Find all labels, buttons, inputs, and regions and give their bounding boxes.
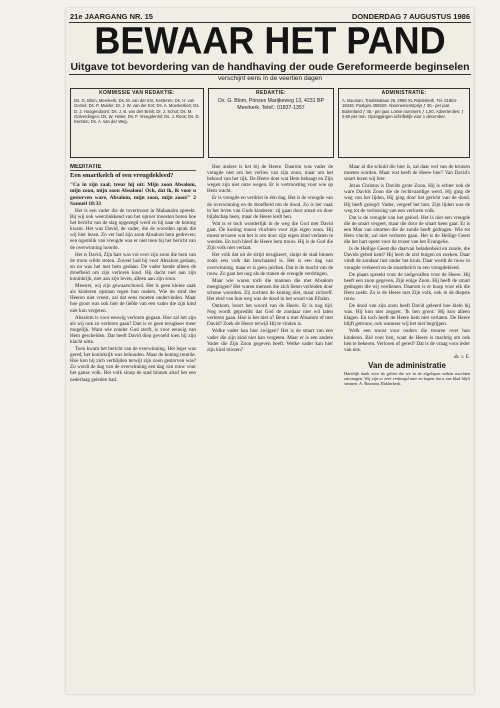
commissie-heading: KOMMISSIE VAN REDAKTIE: [99,90,175,96]
column-1 [70,164,196,670]
admin-text: A. Bouman, Troelstralaan 26, 2985 XL Ridderkerk. Tel. 01804-18346. Postgiro 455520. Abonnementsprijs ƒ 30,- per jaar. Buitenland ƒ 45,- per jaar. Losse nummers ƒ 1,50. Advertenties: ƒ 0,60 per mm. Opzeggingen schriftelijk voor 1 december. [342,98,464,119]
paragraph: Absalom is voor eeuwig verloren gegaan. Hoe zal het zijn als wij ook zo verloren gaan? Dan is er geen terugkeer meer mogelijk. Want wie zonder God sterft, is voor eeuwig van Hem gescheiden. Dat heeft David diep gevoeld toen hij zijn klacht uitte. [70,314,196,345]
paragraph: De dood van zijn zoon heeft David geleerd hoe klein hij was. Hij kon niet zeggen: 'Ik ben groot.' Hij kon alleen klagen. En toch heeft de Heere hem niet verlaten. De Heere blijft getrouw, ook wanneer wij het niet begrijpen. [344,303,470,328]
admin-box [338,88,470,158]
paragraph: Toen kwam het bericht van de overwinning. Het leger was gered, het koninkrijk was behouden. Maar de koning treurde. Hoe kon hij zich verblijden terwijl zijn zoon gestorven was? Zo wordt de dag van de overwinning een dag van rouw voor het ganse volk. Het volk sloop de stad binnen alsof het een nederlaag geleden had. [70,346,196,383]
redactie-box [208,88,334,158]
paragraph: Ontkom, hoort het woord van de Heere. Er is nog tijd. Nog wordt gepredikt dat God de zondaar niet wil laten verloren gaan. Hoe is het met u? Bent u met Absalom of met David? Zoek de Heere terwijl Hij te vinden is. [207,303,333,328]
paragraph: De plaats spreekt voor de zielgevallen voor de Heere. Hij heeft een zoon gegeven, Zijn enige Zoon. Hij heeft de smart gedragen die wij verdienen. Daarom is er hoop voor elk die Hem zoekt. Zo is de Heere met Zijn volk, ook in de diepste rouw. [344,271,470,302]
column-2 [207,164,333,670]
masthead-tagline: verschijnt eens in de veertien dagen [217,75,323,82]
paragraph: Is de Heilige Geest die daarvan beladenheid en zonde, die Davids gebed kent? Hij leert de ziel buigen en zoeken. Daar vindt de zondaar rust onder het kruis. Daar wordt de rouw in vreugde verkeerd en de smartkelch in een vreugdekleed. [344,246,470,271]
column-3 [344,164,470,670]
paragraph: Dat is de vreugde van het geloof. Het is niet een vreugde die de smart vergeet, maar die door de smart heen gaat. Er is een Man van smarten die de zonde heeft gedragen. Wie tot Hem vlucht, zal niet verloren gaan. Het is de Heilige Geest die het hart opent voor de troost van het Evangelie. [344,214,470,246]
section-label-meditatie: MEDITATIE [70,164,196,171]
paragraph: Welk een troost voor ouders die treuren over hun kinderen. Bid voor hen, want de Heere is machtig om ook hen te bekeren. Verloren of gered? Dat is de vraag voor ieder van ons. [344,328,470,353]
volume-number: 21e JAARGANG NR. 15 [70,12,153,21]
paragraph: Meester, wij zijn gewaarschuwd. Het is geen kleine zaak als kinderen opstaan tegen hun ouders. Wie de straf des Heeren niet vreest, zal dat eens moeten ondervinden. Maar hoe groot was ook hier de liefde van een vader die zijn kind niet kon vergeten. [70,283,196,314]
newspaper-page [66,8,474,694]
issue-date: DONDERDAG 7 AUGUSTUS 1986 [351,12,470,21]
paragraph: Welke vader kan hier zwijgen? Het is de smart van een vader die zijn kind niet kan vergeten. Maar er is een andere Vader die Zijn Zoon gegeven heeft. Welke vader kan hier zijn kind missen? [207,328,333,353]
paragraph: Hoe anders is het bij de Heere. Daarom was vader de vreugde niet om het verlies van zijn zoon, maar om het behoud van het rijk. De Heere doet wat Hem behaagt en Zijn wegen zijn niet onze wegen. Er is vertroosting voor wie op Hem wacht. [207,164,333,195]
paragraph: Wat is er toch wonderlijk in de weg die God met David gaat. De koning moest vluchten voor zijn eigen zoon. Hij moest ervaren wat het is om door zijn eigen kind verlaten te worden. En toch bleef de Heere hem trouw. Hij is de God die Zijn volk niet verlaat. [207,220,333,252]
redactie-heading: REDAKTIE: [256,90,286,96]
commissie-text: Ds. G. Blom, Meerkerk; Ds. M. van der Ent, Kesteren; Ds. H. van Gorsel; Ds. P. Mulder; Dr. J. W. van der Ent; Ds. A. Moerkerken; Ds. D. J. Hoogendoorn; Ds. J. B. van den Brink; Dr. J. Schot; Ds. M. Golverdingen; Ds. W. Hinke; Ds. F. Vreugdenhil; Ds. J. Roos; Ds. D. Kersten; Ds. A. van der Weg. [74,98,200,125]
article-title: Een smartkelch of een vreugdekleed? [70,172,174,180]
commissie-box [70,88,204,158]
author-signature: ds. v. E. [453,353,470,360]
masthead-title: BEWAAR HET PAND [94,18,446,62]
redactie-address: Ds. G. Blom, Prinses Marijkeweg 13, 4231 BP Meerkerk. Telef.: 01837-1357 [218,98,324,111]
masthead-subtitle: Uitgave tot bevordering van de handhaving der oude Gereformeerde beginselen [70,61,470,73]
paragraph: Jezus Christus is Davids grote Zoon. Hij is echter ook de ware Davids Zoon die de rechtvaardige werd. Hij ging de weg van het lijden, Hij ging door het gericht van de dood. Hij heeft gezegd: Vader, vergeef het hun. Zijn lijden was de weg tot de verlossing van een verloren volk. [344,183,470,214]
administratie-text: Hartelijk dank voor de giften die we in de afgelopen weken mochten ontvangen. Wij zijn er zeer verheugd mee en hopen dat u ons blad blijft steunen. A. Bouman, Ridderkerk. [344,371,470,387]
paragraph: Maar wie waren toch die mannen die met Absalom meegingen? Het waren mensen die zich lieten verleiden door schone woorden. Zij zochten de koning niet, maar zichzelf. Het eind van hun weg was de dood in het woud van Efraïm. [207,277,333,302]
scripture-quote: "Ca in zijn zaal; treur hij uit: Mijn zoon Absalom, mijn zoon, mijn zoon Absalom! Och, dat ik, ik voor u gestorven ware, Absalom, mijn zoon, mijn zoon!" 2 Samuël 18:33 [70,182,196,207]
paragraph: Het is een vader die de tovertroost in Mahanaïm spreekt. Bij wij ook weerzinkkend van het oproer moesten horen hoe het bericht van de slag opgezegd werd en hij naar de koning kwam. Het was David, de vader, die de woorden sprak die wij hier lezen. Zo ver had zijn zoon Absalom hem gedreven; een ogenblik van vreugde was er niet toen hij het bericht van de overwinning hoorde. [70,208,196,251]
paragraph: Het volk dat uit de strijd terugkeert, sluipt de stad binnen zoals een volk dat beschaamd is. Het is een dag van overwinning, maar er is geen juichen. Dat is de macht van de rouw. Zo gaat het nog als de tranen de vreugde verdringen. [207,252,333,277]
paragraph: Het is David, Zijn hart was vol over zijn zoon die hem van de troon wilde stoten. Zoveel had hij voor Absalom gedaan, en nu was het met hem gedaan. De vader kende alleen de droefheid om zijn verloren kind. Hij dacht niet aan zijn koninkrijk, niet aan zijn leven, alleen aan zijn zoon. [70,251,196,283]
admin-heading: ADMINISTRATIE: [381,90,427,96]
paragraph: Maar al die schuld die hier is, zal daar wel van de kruisen moeten worden. Maar wat heeft de Heere hier? Van David's smart lezen wij hier. [344,164,470,183]
administratie-heading: Van de administratie [368,360,446,370]
paragraph: Er is vreugde en verdriet in één dag. Het is de vreugde van de overwinning en de droefheid om de dood. Zo is het vaak in het leven van Gods kinderen: zij gaan door smart en door blijdschap heen, maar de Heere leidt hen. [207,195,333,220]
